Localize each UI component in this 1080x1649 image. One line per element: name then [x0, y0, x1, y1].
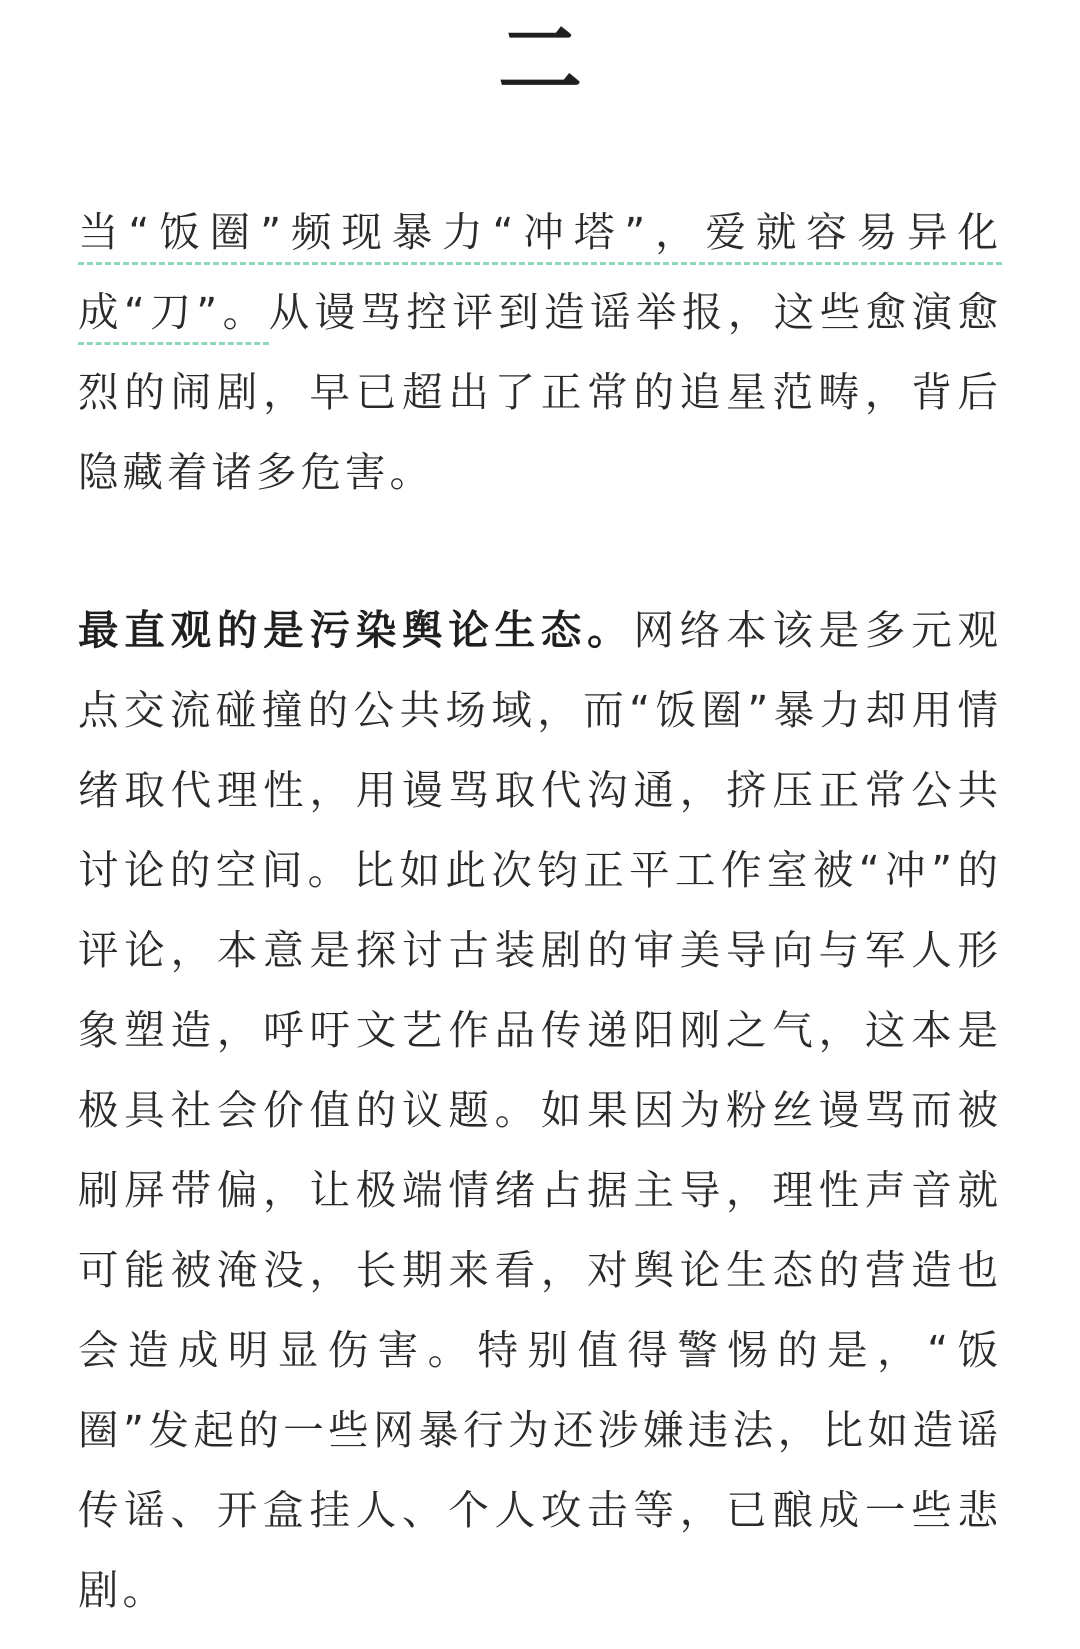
highlighted-sentence: 当“饭圈”频现暴力“冲塔”，爱就容易异化成“刀”。 — [78, 208, 1002, 345]
section-number: 二 — [497, 11, 583, 109]
paragraph-body — [78, 590, 1002, 1630]
paragraph-intro — [78, 192, 1002, 512]
paragraph-intro-text: 从谩骂控评到造谣举报，这些愈演愈烈的闹剧，早已超出了正常的追星范畴，背后隐藏着诸多危害。 — [78, 288, 1003, 496]
bold-lead-sentence: 最直观的是污染舆论生态。 — [78, 606, 634, 654]
paragraph-body-text: 网络本该是多元观点交流碰撞的公共场域，而“饭圈”暴力却用情绪取代理性，用谩骂取代沟通，挤压正常公共讨论的空间。比如此次钧正平工作室被“冲”的评论，本意是探讨古装剧的审美导向与军人形象塑造，呼吁文艺作品传递阳刚之气，这本是极具社会价值的议题。如果因为粉丝谩骂而被刷屏带偏，让极端情绪占据主导，理性声音就可能被淹没，长期来看，对舆论生态的营造也会造成明显伤害。特别值得警惕的是，“饭圈”发起的一些网暴行为还涉嫌违法，比如造谣传谣、开盒挂人、个人攻击等，已酿成一些悲剧。 — [78, 606, 1003, 1614]
